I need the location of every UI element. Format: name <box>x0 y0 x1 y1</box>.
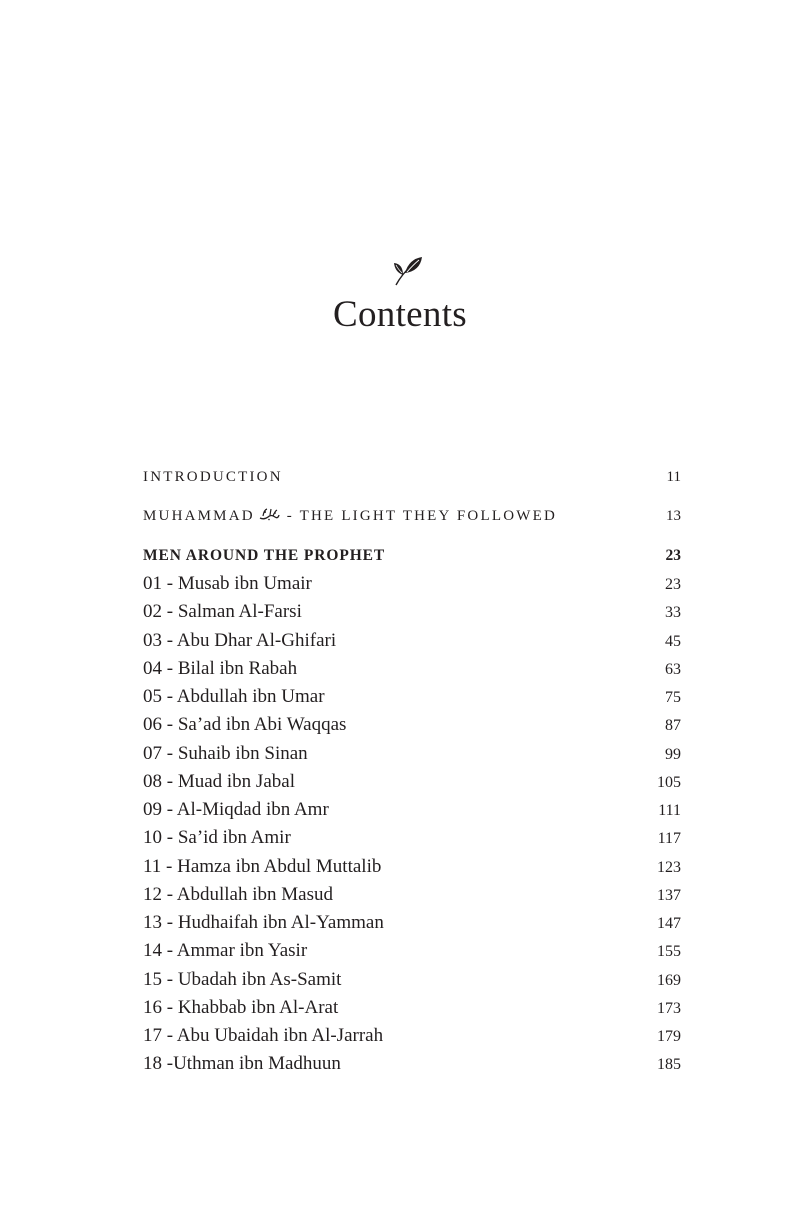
toc-page-number: 13 <box>666 508 681 524</box>
toc-entry-title: 17 - Abu Ubaidah ibn Al-Jarrah <box>143 1025 384 1046</box>
toc-entry-row <box>143 684 681 711</box>
toc-entry-row <box>143 938 681 965</box>
toc-entry-title: 07 - Suhaib ibn Sinan <box>143 742 308 764</box>
toc-page-number: 75 <box>665 689 681 706</box>
toc-entry-row <box>143 825 681 852</box>
toc-page-number: 45 <box>665 632 681 650</box>
toc-entry-row <box>143 741 681 768</box>
toc-entry-row <box>143 656 681 683</box>
toc-page-number: 111 <box>658 802 681 819</box>
toc-entry-title: 05 - Abdullah ibn Umar <box>143 686 325 707</box>
toc-entry-row <box>143 910 681 937</box>
toc-page-number: 117 <box>657 830 681 848</box>
toc-entry-title: 03 - Abu Dhar Al-Ghifari <box>143 629 337 651</box>
toc-entry-title: 09 - Al-Miqdad ibn Amr <box>143 799 329 820</box>
toc-entry-title: 06 - Sa’ad ibn Abi Waqqas <box>143 714 347 736</box>
toc-page-number: 63 <box>665 660 681 678</box>
toc-page-number: 11 <box>666 469 681 485</box>
toc-section-label: MUHAMMAD - THE LIGHT THEY FOLLOWED <box>143 508 557 524</box>
toc-page-number: 173 <box>657 999 681 1017</box>
toc-section-row <box>143 466 681 488</box>
toc-page-number: 23 <box>665 547 681 564</box>
toc-entry-title: 14 - Ammar ibn Yasir <box>143 940 308 962</box>
toc-entry-row <box>143 882 681 909</box>
toc-page-number: 23 <box>665 576 681 593</box>
toc-entry-title: 16 - Khabbab ibn Al-Arat <box>143 996 339 1018</box>
toc-entry-row <box>143 712 681 739</box>
toc-section-label: INTRODUCTION <box>143 469 283 485</box>
toc-entry-title: 11 - Hamza ibn Abdul Muttalib <box>143 855 382 877</box>
toc-entry-row <box>143 854 681 881</box>
toc-entry-row <box>143 967 681 994</box>
page-title: Contents <box>333 294 467 335</box>
toc-page-number: 105 <box>657 773 681 791</box>
toc-entry-row <box>143 628 681 655</box>
toc-section-row <box>143 505 681 527</box>
toc-page-number: 169 <box>657 971 681 989</box>
salawat-calligraphy-icon <box>258 507 280 521</box>
toc-entry-row <box>143 571 681 598</box>
toc-entry-row <box>143 1051 681 1078</box>
toc-entry-title: 13 - Hudhaifah ibn Al-Yamman <box>143 912 384 933</box>
toc-entry-title: 15 - Ubadah ibn As-Samit <box>143 968 342 990</box>
toc-entry-title: 10 - Sa’id ibn Amir <box>143 827 291 849</box>
toc-page-number: 137 <box>657 886 681 904</box>
toc-part-row <box>143 545 681 567</box>
toc-page-number: 33 <box>665 604 681 622</box>
toc-page-number: 147 <box>657 915 681 932</box>
toc-part-label: MEN AROUND THE PROPHET <box>143 547 386 564</box>
toc-entry-row <box>143 599 681 626</box>
toc-entry-row <box>143 995 681 1022</box>
toc-page-number: 87 <box>665 717 681 735</box>
toc-entry-row <box>143 1023 681 1050</box>
toc-entry-title: 08 - Muad ibn Jabal <box>143 770 295 792</box>
toc-entry-row <box>143 797 681 824</box>
toc-page-number: 123 <box>657 858 681 876</box>
leaf-sprig-icon <box>392 256 424 286</box>
toc-page-number: 155 <box>657 943 681 961</box>
toc-entry-title: 18 -Uthman ibn Madhuun <box>143 1053 341 1075</box>
toc-page-number: 185 <box>657 1056 681 1074</box>
toc-page-number: 179 <box>657 1028 681 1045</box>
toc-page-number: 99 <box>665 745 681 763</box>
toc-entry-title: 02 - Salman Al-Farsi <box>143 601 302 623</box>
toc-entry-title: 12 - Abdullah ibn Masud <box>143 883 333 905</box>
toc-entry-title: 01 - Musab ibn Umair <box>143 573 312 594</box>
toc-entry-title: 04 - Bilal ibn Rabah <box>143 657 298 679</box>
toc-entry-row <box>143 769 681 796</box>
